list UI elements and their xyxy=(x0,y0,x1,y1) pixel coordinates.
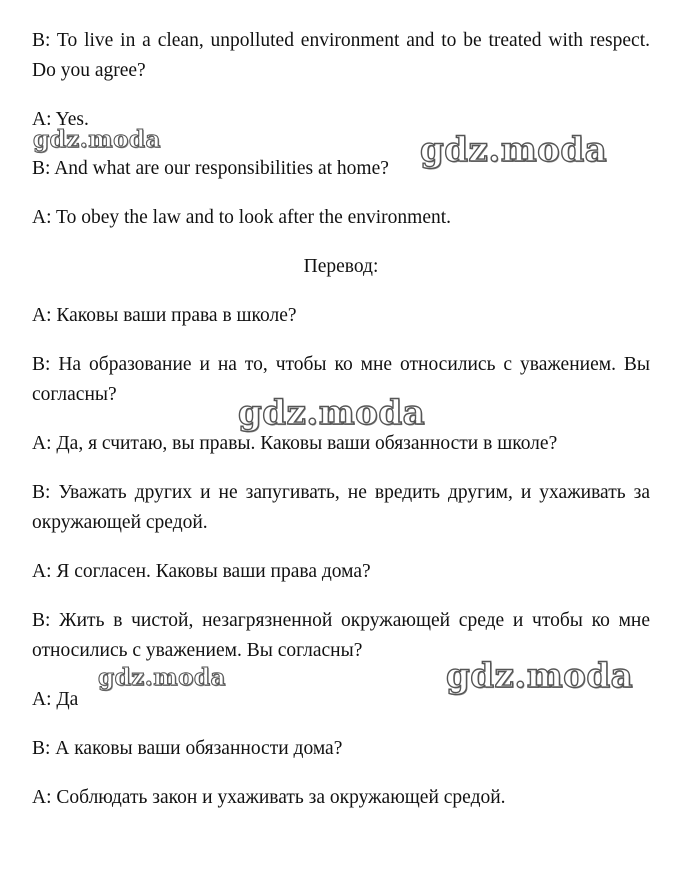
dialogue-line-ru-b-home-duties: В: А каковы ваши обязанности дома? xyxy=(32,738,343,759)
watermark-logo: gdz.moda xyxy=(98,664,226,691)
dialogue-line-ru-a-obey-law: А: Соблюдать закон и ухаживать за окружающей средой. xyxy=(32,787,506,808)
dialogue-line-ru-a-school-rights: А: Каковы ваши права в школе? xyxy=(32,305,297,326)
dialogue-line-ru-a-yes: А: Да xyxy=(32,689,79,710)
dialogue-line-ru-b-education: В: На образование и на то, чтобы ко мне относились с уважением. Вы согласны? xyxy=(32,354,650,405)
watermark-logo: gdz.moda xyxy=(33,126,161,153)
watermark-logo: gdz.moda xyxy=(420,130,608,170)
translation-heading: Перевод: xyxy=(303,256,379,277)
dialogue-line-ru-b-respect-others: В: Уважать других и не запугивать, не вредить другим, и ухаживать за окружающей средой. xyxy=(32,482,650,533)
dialogue-line-en-b-rights-home: B: To live in a clean, unpolluted environment and to be treated with respect. Do you agree? xyxy=(32,30,650,81)
dialogue-line-en-a-obey: A: To obey the law and to look after the environment. xyxy=(32,207,452,228)
watermark-logo: gdz.moda xyxy=(446,656,634,696)
dialogue-line-ru-a-agree-school: А: Да, я считаю, вы правы. Каковы ваши обязанности в школе? xyxy=(32,433,558,454)
dialogue-line-en-a-yes: A: Yes. xyxy=(32,109,89,130)
dialogue-line-en-b-responsibilities: B: And what are our responsibilities at home? xyxy=(32,158,389,179)
watermark-logo: gdz.moda xyxy=(238,393,426,433)
dialogue-line-ru-a-home-rights: А: Я согласен. Каковы ваши права дома? xyxy=(32,561,371,582)
dialogue-line-ru-b-clean-environment: В: Жить в чистой, незагрязненной окружающей среде и чтобы ко мне относились с уважением. Вы согласны? xyxy=(32,610,650,661)
